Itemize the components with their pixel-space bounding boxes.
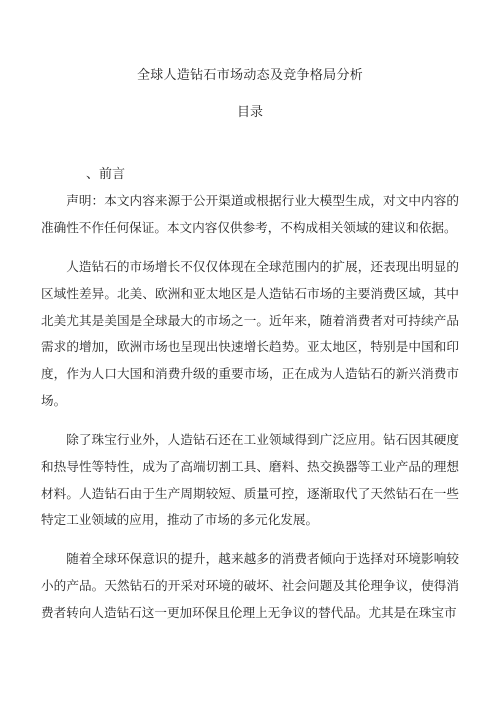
paragraph-disclaimer: 声明：本文内容来源于公开渠道或根据行业大模型生成，对文中内容的准确性不作任何保证。本文内容仅供参考，不构成相关领域的建议和依据。 — [41, 193, 459, 235]
paragraph-environment: 随着全球环保意识的提升，越来越多的消费者倾向于选择对环境影响较小的产品。天然钻石的开采对环境的破坏、社会问题及其伦理争议，使得消费者转向人造钻石这一更加环保且伦理上无争议的替代品。尤其是在珠宝市 — [41, 551, 459, 620]
document-title: 全球人造钻石市场动态及竞争格局分析 — [136, 68, 364, 83]
toc-heading: 目录 — [236, 105, 263, 120]
paragraph-regional-market: 人造钻石的市场增长不仅仅体现在全球范围内的扩展，还表现出明显的区域性差异。北美、欧洲和亚太地区是人造钻石市场的主要消费区域，其中北美尤其是美国是全球最大的市场之一。近年来，随着消费者对可持续产品需求的增加，欧洲市场也呈现出快速增长趋势。亚太地区，特别是中国和印度，作为人口大国和消费升级的重要市场，正在成为人造钻石的新兴消费市场。 — [41, 259, 459, 408]
section-heading: 、前言 — [86, 167, 126, 182]
paragraph-industrial-use: 除了珠宝行业外，人造钻石还在工业领域得到广泛应用。钻石因其硬度和热导性等特性，成为了高端切割工具、磨料、热交换器等工业产品的理想材料。人造钻石由于生产周期较短、质量可控，逐渐取代了天然钻石在一些特定工业领域的应用，推动了市场的多元化发展。 — [41, 432, 459, 528]
